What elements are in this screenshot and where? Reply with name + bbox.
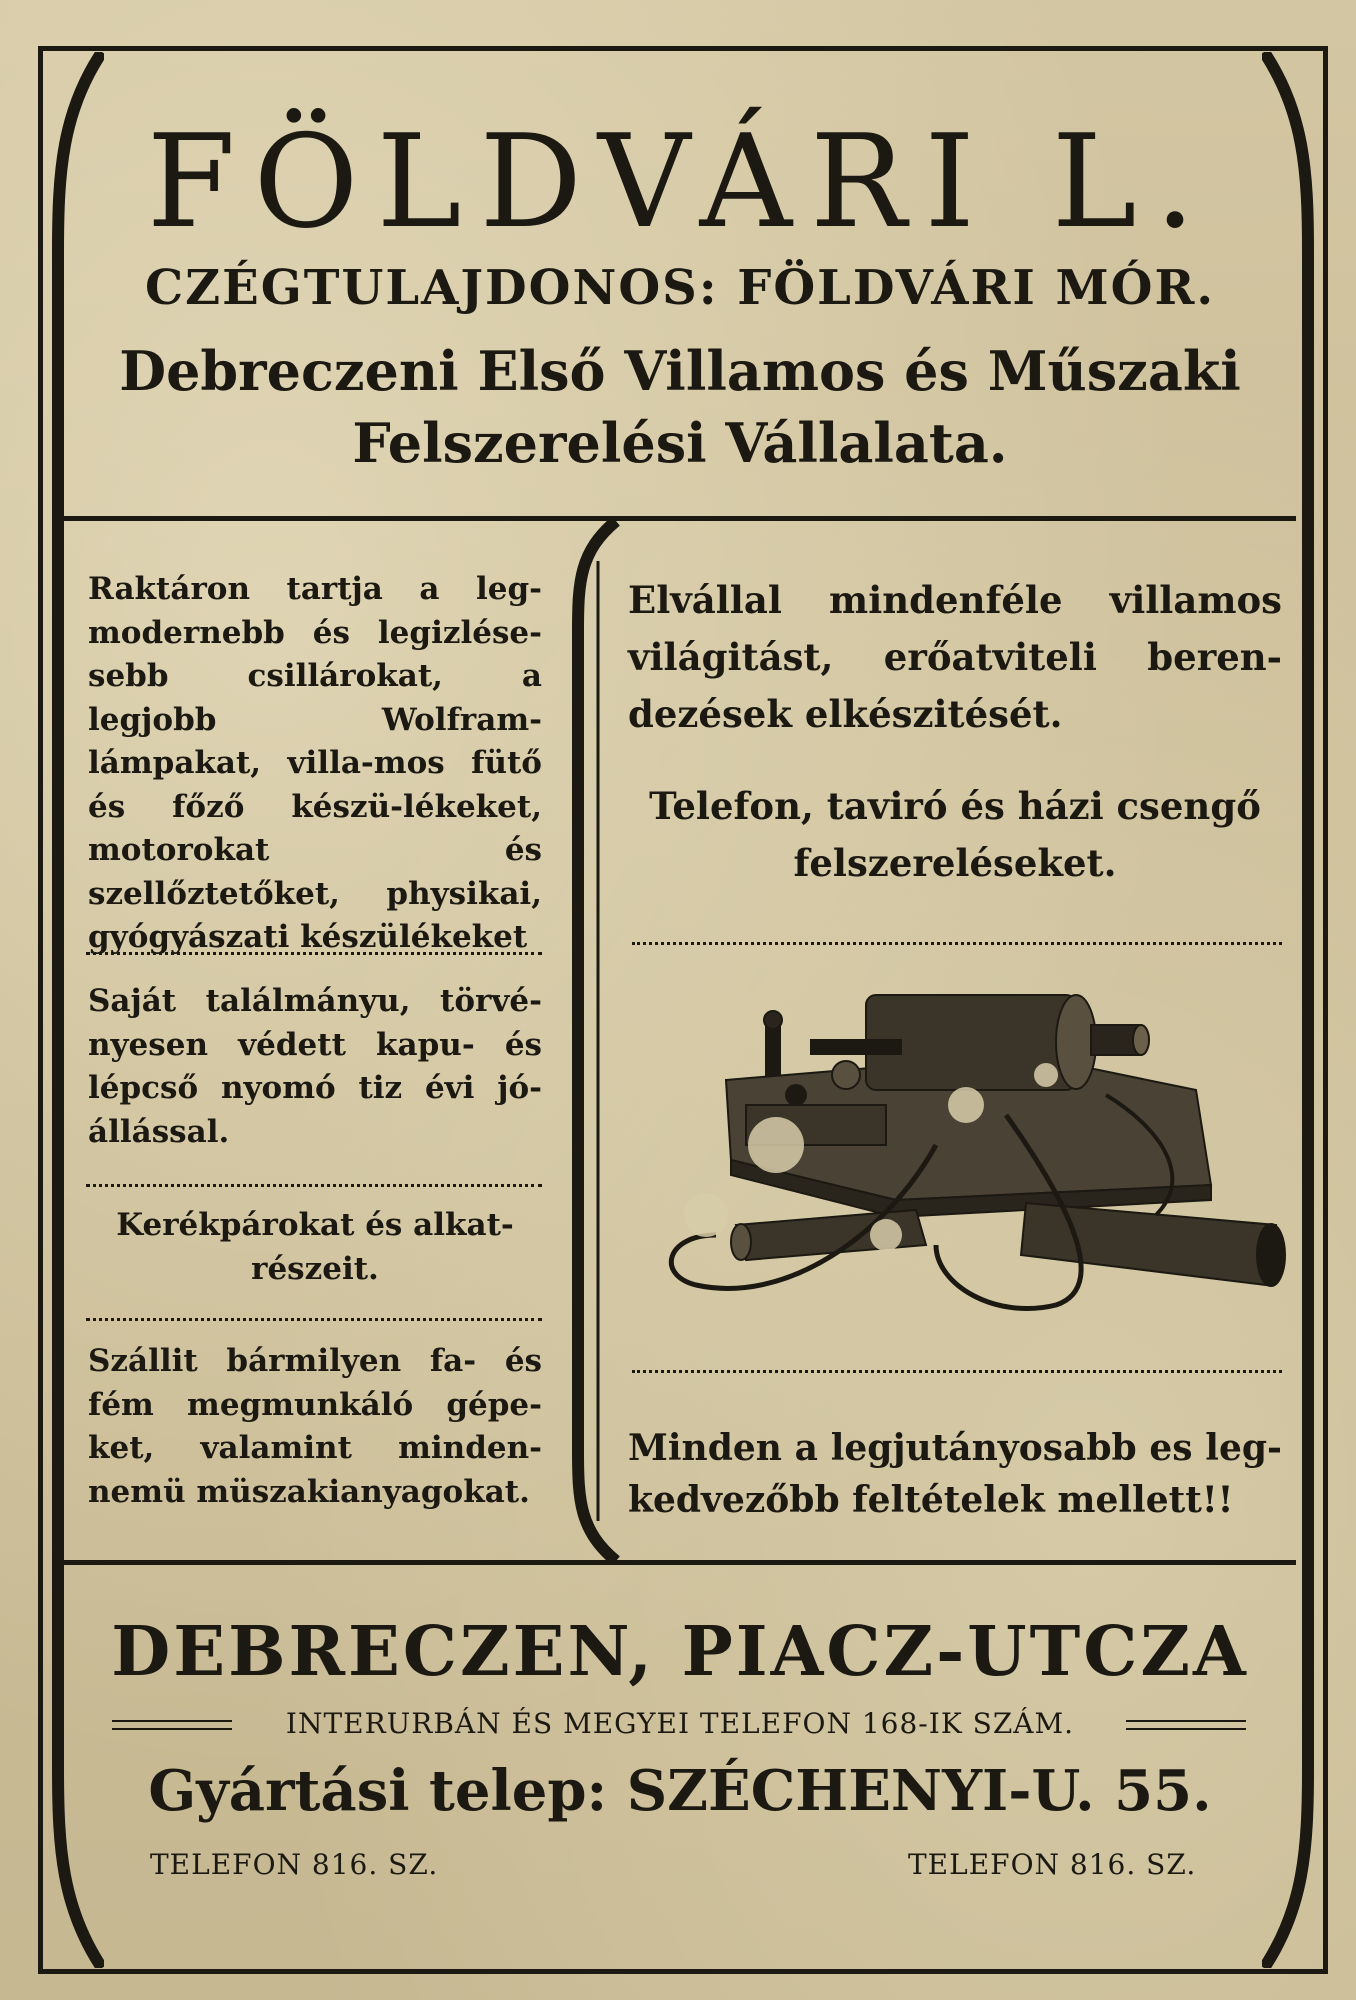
telephone-right: TELEFON 816. SZ. (908, 1848, 1197, 1881)
owner-line: CZÉGTULAJDONOS: FÖLDVÁRI MÓR. (144, 260, 1216, 316)
left-block-machines: Szállit bármilyen fa- és fém megmunkáló gépe-ket, valamint minden-nemü müszakianyagokat. (88, 1343, 542, 1510)
left-divider-2 (86, 1184, 542, 1191)
company-line-1: Debreczeni Első Villamos és Műszaki (119, 339, 1241, 403)
telephone-left: TELEFON 816. SZ. (150, 1848, 439, 1881)
right-block-lighting: Elvállal mindenféle villamos világitást, erőatviteli beren-dezések elkészitését. (628, 578, 1282, 736)
left-divider-3 (86, 1318, 542, 1325)
left-divider-1 (86, 952, 542, 959)
left-block-patent: Saját találmányu, törvé-nyesen védett kapu- és lépcső nyomó tiz évi jó-állással. (88, 983, 542, 1150)
company-name: FÖLDVÁRI L. (146, 108, 1214, 257)
telegraph-apparatus-icon (636, 985, 1296, 1330)
left-block-stock: Raktáron tartja a leg-modernebb és legizlése-sebb csillárokat, a legjobb Wolfram-lámpakat, villa-mos fütő és főző készü-lékeket, motorokat és szellőztetőket, physikai, gyógyászati készülékeket (88, 571, 542, 955)
left-block-bicycles: Kerékpárokat és alkat-részeit. (116, 1207, 514, 1287)
factory-line: Gyártási telep: SZÉCHENYI-U. 55. (148, 1758, 1212, 1824)
right-divider-1 (632, 942, 1282, 949)
center-separator (550, 521, 630, 1561)
phone-line: INTERURBÁN ÉS MEGYEI TELEFON 168-IK SZÁM. (285, 1707, 1075, 1740)
right-block-terms: Minden a legjutányosabb es leg-kedvezőbb feltételek mellett!! (628, 1427, 1282, 1521)
address-line: DEBRECZEN, PIACZ-UTCZA (111, 1612, 1249, 1692)
header-divider (60, 516, 1296, 521)
footer-divider (60, 1560, 1296, 1565)
company-line-2: Felszerelési Vállalata. (352, 411, 1008, 475)
right-divider-2 (632, 1370, 1282, 1377)
right-block-telephone: Telefon, taviró és házi csengő felszereléseket. (649, 784, 1261, 885)
phone-line-ornament-right (1126, 1720, 1246, 1730)
